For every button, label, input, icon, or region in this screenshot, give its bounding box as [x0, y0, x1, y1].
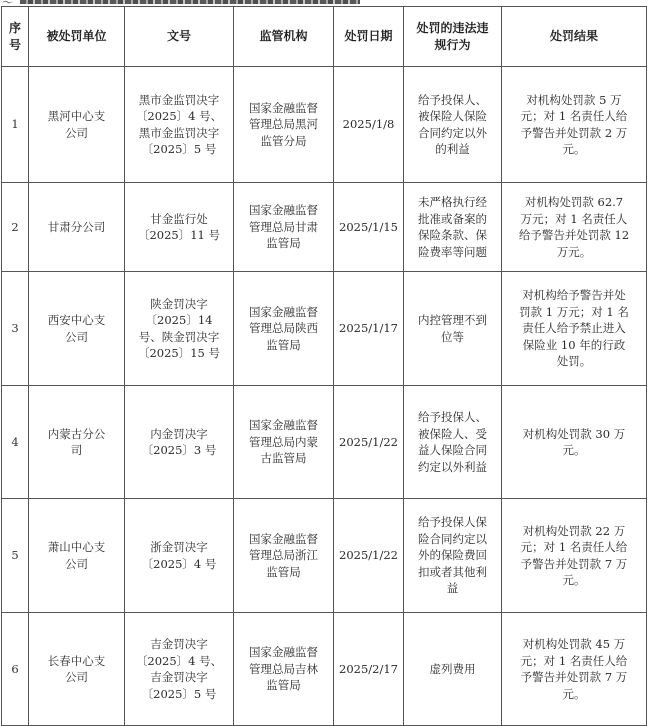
- cell-date: 2025/1/17: [334, 272, 404, 386]
- cell-unit: 长春中心支 公司: [29, 613, 125, 726]
- cell-index: 2: [2, 183, 29, 272]
- cell-violation: 给予投保人、 被保险人保险 合同约定以外 的利益: [404, 67, 502, 183]
- header-index: 序 号: [2, 7, 29, 67]
- penalty-table: [1, 6, 647, 726]
- cell-date: 2025/1/22: [334, 386, 404, 499]
- cell-regulator: 国家金融监督 管理总局浙江 监管局: [234, 499, 334, 613]
- cell-result: 对机构处罚款 5 万 元；对 1 名责任人给 予警告并处罚款 2 万 元。: [502, 67, 647, 183]
- cell-result: 对机构处罚款 30 万 元。: [502, 386, 647, 499]
- cell-index: 5: [2, 499, 29, 613]
- table-row: [2, 613, 647, 726]
- cell-index: 4: [2, 386, 29, 499]
- cell-violation: 虚列费用: [404, 613, 502, 726]
- cell-violation: 未严格执行经 批准或备案的 保险条款、保 险费率等问题: [404, 183, 502, 272]
- cell-unit: 萧山中心支 公司: [29, 499, 125, 613]
- header-violation: 处罚的违法违 规行为: [404, 7, 502, 67]
- cell-date: 2025/1/22: [334, 499, 404, 613]
- cropped-caption-glyph: 〜: [2, 0, 13, 8]
- cell-regulator: 国家金融监督 管理总局黑河 监管分局: [234, 67, 334, 183]
- table-row: [2, 499, 647, 613]
- cell-index: 3: [2, 272, 29, 386]
- cell-doc-no: 黑市金监罚决字 〔2025〕4 号、 黑市金监罚决字 〔2025〕5 号: [125, 67, 234, 183]
- cell-result: 对机构给予警告并处 罚款 1 万元；对 1 名 责任人给予禁止进入 保险业 10 年的行政 处罚。: [502, 272, 647, 386]
- cell-doc-no: 浙金罚决字 〔2025〕4 号: [125, 499, 234, 613]
- table-row: [2, 67, 647, 183]
- cell-unit: 黑河中心支 公司: [29, 67, 125, 183]
- header-doc-no: 文号: [125, 7, 234, 67]
- cell-date: 2025/1/15: [334, 183, 404, 272]
- cell-index: 6: [2, 613, 29, 726]
- cell-date: 2025/1/8: [334, 67, 404, 183]
- cell-index: 1: [2, 67, 29, 183]
- cell-result: 对机构处罚款 62.7 万元；对 1 名责任人 给予警告并处罚款 12 万元。: [502, 183, 647, 272]
- table-row: [2, 272, 647, 386]
- cell-doc-no: 陕金罚决字 〔2025〕14 号、陕金罚决字 〔2025〕15 号: [125, 272, 234, 386]
- cell-unit: 甘肃分公司: [29, 183, 125, 272]
- cell-violation: 给予投保人、 被保险人、受 益人保险合同 约定以外利益: [404, 386, 502, 499]
- cell-regulator: 国家金融监督 管理总局陕西 监管局: [234, 272, 334, 386]
- cell-result: 对机构处罚款 45 万 元；对 1 名责任人给 予警告并处罚款 7 万 元。: [502, 613, 647, 726]
- header-regulator: 监管机构: [234, 7, 334, 67]
- table-row: [2, 183, 647, 272]
- cell-result: 对机构处罚款 22 万 元；对 1 名责任人给 予警告并处罚款 7 万 元。: [502, 499, 647, 613]
- cropped-caption-text: [20, 0, 360, 4]
- cell-regulator: 国家金融监督 管理总局甘肃 监管局: [234, 183, 334, 272]
- cell-doc-no: 甘金监行处 〔2025〕11 号: [125, 183, 234, 272]
- cell-regulator: 国家金融监督 管理总局吉林 监管局: [234, 613, 334, 726]
- cell-regulator: 国家金融监督 管理总局内蒙 古监管局: [234, 386, 334, 499]
- cell-date: 2025/2/17: [334, 613, 404, 726]
- header-unit: 被处罚单位: [29, 7, 125, 67]
- table-row: [2, 386, 647, 499]
- table-header-row: [2, 7, 647, 67]
- cell-unit: 内蒙古分公 司: [29, 386, 125, 499]
- cell-doc-no: 内金罚决字 〔2025〕3 号: [125, 386, 234, 499]
- header-date: 处罚日期: [334, 7, 404, 67]
- cell-doc-no: 吉金罚决字 〔2025〕4 号、 吉金罚决字 〔2025〕5 号: [125, 613, 234, 726]
- cell-unit: 西安中心支 公司: [29, 272, 125, 386]
- cell-violation: 给予投保人保 险合同约定以 外的保险费回 扣或者其他利 益: [404, 499, 502, 613]
- header-result: 处罚结果: [502, 7, 647, 67]
- cell-violation: 内控管理不到 位等: [404, 272, 502, 386]
